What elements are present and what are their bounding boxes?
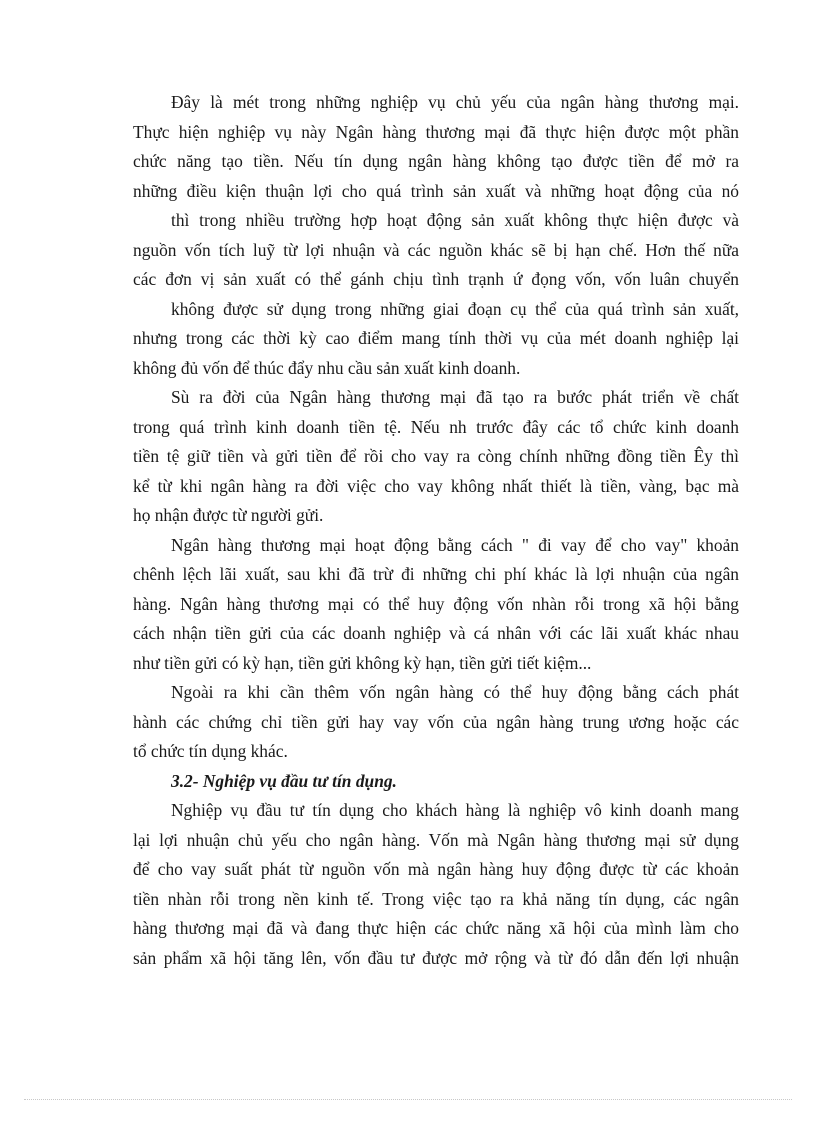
text-line: nguồn vốn tích luỹ từ lợi nhuận và các nguồn khác sẽ bị hạn chế. Hơn thế nữa: [133, 239, 739, 260]
paragraph-4: [133, 678, 739, 767]
text-line: trong quá trình kinh doanh tiền tệ. Nếu nh trước đây các tổ chức kinh doanh: [133, 416, 739, 437]
text-line: những điều kiện thuận lợi cho quá trình sản xuất và những hoạt động của nó: [133, 180, 739, 201]
text-line: Ngân hàng thương mại hoạt động bằng cách " đi vay để cho vay" khoản: [171, 534, 739, 555]
document-body: [133, 88, 739, 973]
text-line: Nghiệp vụ đầu tư tín dụng cho khách hàng là nghiệp vô kinh doanh mang: [171, 800, 739, 820]
paragraph-2: [133, 383, 739, 531]
text-line: nhưng trong các thời kỳ cao điểm mang tính thời vụ của mét doanh nghiệp lại: [133, 328, 739, 348]
section-heading: 3.2- Nghiệp vụ đầu tư tín dụng.: [171, 770, 397, 791]
text-line: chức năng tạo tiền. Nếu tín dụng ngân hàng không tạo được tiền để mở ra: [133, 151, 739, 171]
text-line: Ngoài ra khi cần thêm vốn ngân hàng có thể huy động bằng cách phát: [171, 682, 739, 702]
text-line: Thực hiện nghiệp vụ này Ngân hàng thương mại đã thực hiện được một phần: [133, 121, 739, 142]
text-line: hành các chứng chỉ tiền gửi hay vay vốn của ngân hàng trung ương hoặc các: [133, 711, 739, 732]
text-line: lại lợi nhuận chủ yếu cho ngân hàng. Vốn mà Ngân hàng thương mại sử dụng: [133, 829, 739, 850]
text-line: tiền nhàn rỗi trong nền kinh tế. Trong việc tạo ra khả năng tín dụng, các ngân: [133, 888, 739, 909]
text-line: các đơn vị sản xuất có thể gánh chịu tình trạnh ứ đọng vốn, vốn luân chuyển: [133, 269, 739, 289]
text-line: không đủ vốn để thúc đẩy nhu cầu sản xuất kinh doanh.: [133, 357, 521, 378]
footer-divider: [24, 1099, 792, 1100]
paragraph-5: [133, 796, 739, 973]
text-line: để cho vay suất phát từ nguồn vốn mà ngân hàng huy động được từ các khoản: [133, 859, 739, 879]
text-line: thì trong nhiều trường hợp hoạt động sản xuất không thực hiện được và: [171, 210, 739, 230]
text-line: Sù ra đời của Ngân hàng thương mại đã tạo ra bước phát triển về chất: [171, 387, 739, 407]
text-line: Đây là mét trong những nghiệp vụ chủ yếu của ngân hàng thương mại.: [171, 92, 739, 112]
text-line: cách nhận tiền gửi của các doanh nghiệp và cá nhân với các lãi xuất khác nhau: [133, 623, 739, 643]
text-line: chênh lệch lãi xuất, sau khi đã trừ đi những chi phí khác là lợi nhuận của ngân: [133, 564, 739, 584]
text-line: không được sử dụng trong những giai đoạn cụ thể của quá trình sản xuất,: [171, 298, 739, 319]
text-line: hàng thương mại đã và đang thực hiện các chức năng xã hội của mình làm cho: [133, 918, 739, 938]
text-line: như tiền gửi có kỳ hạn, tiền gửi không kỳ hạn, tiền gửi tiết kiệm...: [133, 652, 592, 673]
text-line: tiền tệ giữ tiền và gửi tiền để rồi cho vay ra còng chính những đồng tiền Êy thì: [133, 446, 739, 466]
text-line: kể từ khi ngân hàng ra đời việc cho vay không nhất thiết là tiền, vàng, bạc mà: [133, 475, 739, 496]
paragraph-3: [133, 531, 739, 679]
paragraph-1: [133, 88, 739, 383]
text-line: họ nhận được từ người gửi.: [133, 505, 324, 525]
text-line: hàng. Ngân hàng thương mại có thể huy động vốn nhàn rỗi trong xã hội bằng: [133, 593, 739, 614]
text-line: sản phẩm xã hội tăng lên, vốn đầu tư được mở rộng và từ đó dẫn đến lợi nhuận: [133, 947, 739, 968]
text-line: tổ chức tín dụng khác.: [133, 741, 288, 761]
